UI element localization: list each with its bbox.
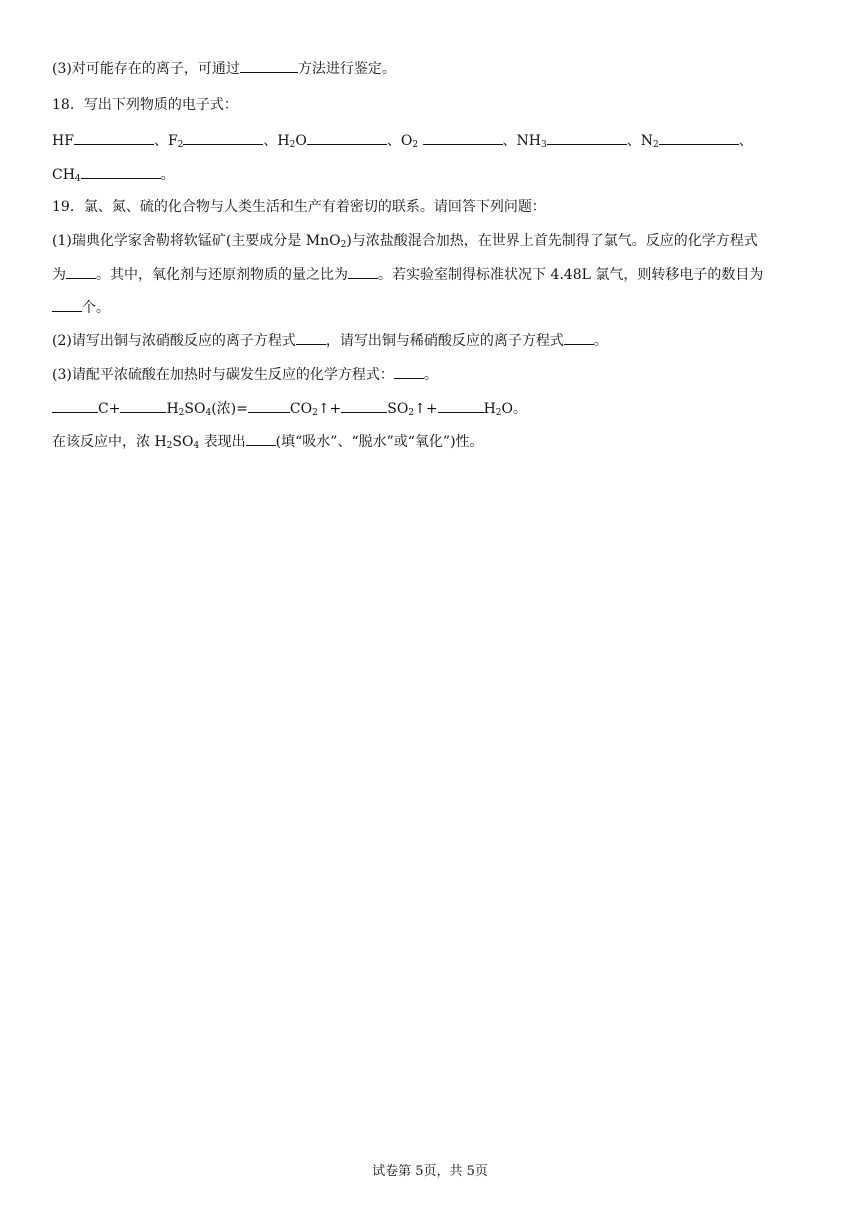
q19-part2: (2)请写出铜与浓硝酸反应的离子方程式 ，请写出铜与稀硝酸反应的离子方程式 。 (52, 330, 608, 351)
answer-blank-f2[interactable] (183, 130, 263, 145)
q17-part3: (3)对可能存在的离子，可通过 方法进行鉴定。 (52, 58, 396, 79)
q18-stem: 18．写出下列物质的电子式： (52, 97, 238, 113)
q18-formulas: HF 、$F_2$ 、$H_2O$ 、$O_2$ 、$NH_3$ 、$N_2$ 、 (52, 130, 753, 151)
answer-blank[interactable] (564, 330, 594, 345)
answer-blank[interactable] (52, 297, 82, 312)
q19-part1-line1: (1)瑞典化学家舍勒将软锰矿(主要成分是 MnO$_2$)与浓盐酸混合加热，在世界上首先制得了氯气。反应的化学方程式 (52, 233, 758, 250)
q19-last-line: 在该反应中，浓 $H_2SO_4$ 表现出 (填“吸水”、“脱水”或“氧化”)性。 (52, 431, 484, 452)
q19-equation: $C+ H_2SO_4$(浓)= $CO_2↑+$ $SO_2↑+ H_2O$。 (52, 398, 527, 419)
answer-blank-h2o[interactable] (307, 130, 387, 145)
q19-stem: 19．氯、氮、硫的化合物与人类生活和生产有着密切的联系。请回答下列问题： (52, 199, 546, 215)
coefficient-blank[interactable] (248, 398, 290, 413)
coefficient-blank[interactable] (341, 398, 387, 413)
q19-part3: (3)请配平浓硫酸在加热时与碳发生反应的化学方程式： 。 (52, 364, 438, 385)
coefficient-blank[interactable] (438, 398, 484, 413)
coefficient-blank[interactable] (120, 398, 166, 413)
answer-blank-o2[interactable] (423, 130, 503, 145)
answer-blank[interactable] (66, 264, 96, 279)
q19-part1-line2: 为 。其中，氧化剂与还原剂物质的量之比为 。若实验室制得标准状况下 4.48L 氯气，则转移电子的数目为 (52, 264, 763, 285)
answer-blank[interactable] (394, 364, 424, 379)
answer-blank[interactable] (296, 330, 326, 345)
answer-blank-n2[interactable] (659, 130, 739, 145)
answer-blank[interactable] (246, 431, 276, 446)
answer-blank-nh3[interactable] (547, 130, 627, 145)
q18-ch4: $CH_4$ 。 (52, 164, 175, 185)
page-footer: 试卷第 5页，共 5页 (372, 1164, 488, 1179)
answer-blank-ch4[interactable] (81, 164, 161, 179)
coefficient-blank[interactable] (52, 398, 98, 413)
answer-blank[interactable] (348, 264, 378, 279)
answer-blank-hf[interactable] (74, 130, 154, 145)
q19-part1-line3: 个。 (52, 297, 110, 318)
answer-blank[interactable] (240, 58, 298, 73)
